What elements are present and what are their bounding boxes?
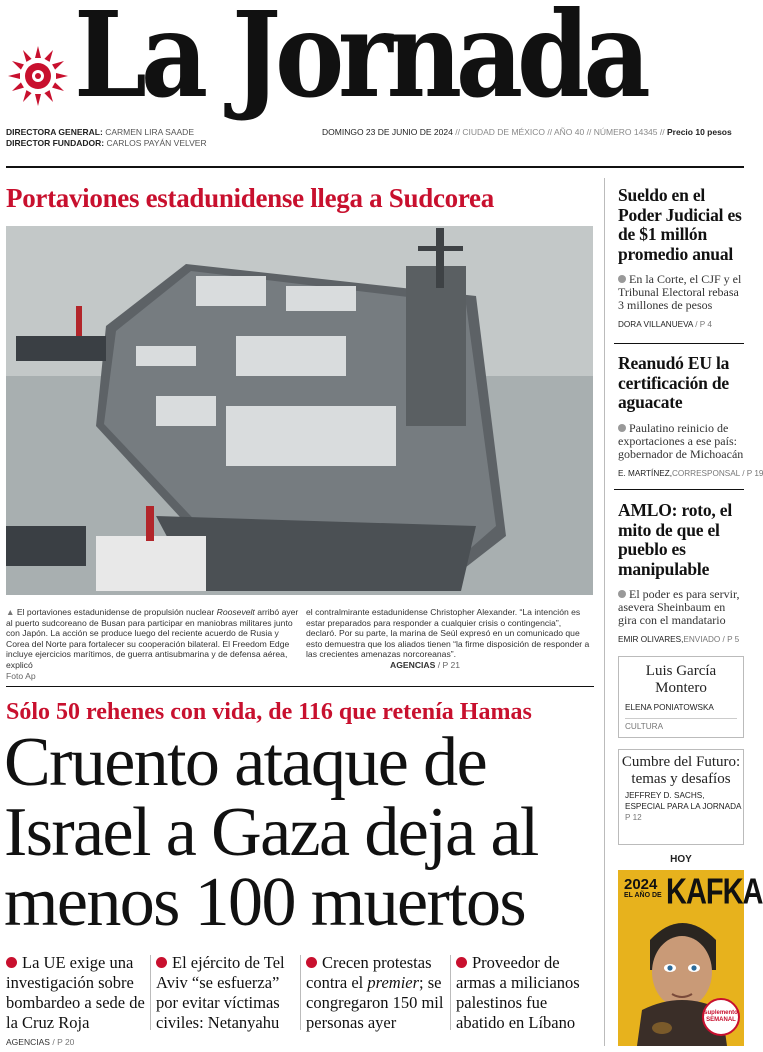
bullet-dot-icon: [618, 424, 626, 432]
editorial-credits: [6, 127, 207, 148]
supplement-badge: suplemento SEMANAL: [702, 998, 740, 1036]
byline: EMIR OLIVARES,ENVIADO / P 5: [618, 635, 740, 644]
triangle-icon: ▲: [6, 607, 15, 617]
masthead: [0, 0, 750, 148]
subhead-red-cross[interactable]: La UE exige una investigación sobre bombardeo a sede de la Cruz Roja: [6, 953, 145, 1032]
bullet-dot-icon: [456, 957, 467, 968]
subhead-divider: [450, 955, 451, 1030]
newspaper-title[interactable]: La Jornada: [74, 0, 645, 124]
main-page-ref[interactable]: P 20: [57, 1037, 75, 1047]
credit-line: DIRECTOR FUNDADOR: CARLOS PAYÁN VELVER: [6, 137, 207, 148]
aircraft-carrier-photo[interactable]: [6, 226, 593, 595]
masthead-divider: [6, 166, 744, 168]
issue-year: AÑO 40: [554, 127, 585, 137]
main-agency: AGENCIAS / P 20: [6, 1037, 75, 1047]
photo-credit: Foto Ap: [6, 670, 36, 681]
issue-price: Precio 10 pesos: [667, 127, 732, 137]
bullet-dot-icon: [618, 590, 626, 598]
photo-caption-right: el contralmirante estadunidense Christopher Alexander. “La intención es estar preparados para responder a cualquier crisis o contingencia”, declaró. Por su parte, la marina de Seúl expresó en un comunicado que esto demuestra que los aliados tienen “la firme disposición de responder a las crecientes amenazas norcoreanas”. AGENCIAS / P 21: [306, 607, 590, 670]
opinion-box-poniatowska[interactable]: Luis García Montero ELENA PONIATOWSKA CULTURA: [618, 656, 744, 738]
bullet-dot-icon: [618, 275, 626, 283]
sun-logo-icon: [6, 44, 70, 108]
today-label: HOY: [670, 854, 692, 865]
subhead-netanyahu[interactable]: El ejército de Tel Aviv “se esfuerza” por evitar víctimas civiles: Netanyahu: [156, 953, 285, 1032]
right-divider: [614, 343, 744, 344]
bullet-dot-icon: [306, 957, 317, 968]
issue-number: NÚMERO 14345: [593, 127, 658, 137]
opinion-box-sachs[interactable]: Cumbre del Futuro: temas y desafíos JEFFREY D. SACHS, ESPECIAL PARA LA JORNADA P 12: [618, 749, 744, 845]
issue-city: CIUDAD DE MÉXICO: [462, 127, 545, 137]
bullet-dot-icon: [6, 957, 17, 968]
lead-kicker[interactable]: Portaviones estadunidense llega a Sudcorea: [6, 183, 494, 213]
main-kicker[interactable]: Sólo 50 rehenes con vida, de 116 que retenía Hamas: [6, 699, 532, 725]
right-divider: [614, 489, 744, 490]
lead-agency: AGENCIAS: [390, 659, 436, 670]
right-story-avocado[interactable]: Reanudó EU la certificación de aguacate Paulatino reinicio de exportaciones a ese país: gobernador de Michoacán E. MARTÍNEZ,CORRESPONSAL / P 19: [618, 353, 763, 478]
subhead-lebanon[interactable]: Proveedor de armas a milicianos palestinos fue abatido en Líbano: [456, 953, 580, 1032]
subhead-divider: [150, 955, 151, 1030]
column-divider: [604, 178, 605, 1046]
section-divider: [6, 686, 594, 687]
issue-info: DOMINGO 23 DE JUNIO DE 2024 // CIUDAD DE MÉXICO // AÑO 40 // NÚMERO 14345 // Precio 10 pesos: [322, 127, 732, 137]
kafka-supplement-cover[interactable]: 2024 EL AÑO DE KAFKA suplemento SEMANAL: [618, 870, 744, 1046]
issue-date: DOMINGO 23 DE JUNIO DE 2024: [322, 127, 453, 137]
subhead-divider: [300, 955, 301, 1030]
subhead-protests[interactable]: Crecen protestas contra el premier; se congregaron 150 mil personas ayer: [306, 953, 444, 1032]
lead-page-ref[interactable]: P 21: [442, 659, 461, 670]
credit-line: DIRECTORA GENERAL: CARMEN LIRA SAADE: [6, 127, 194, 137]
main-headline[interactable]: Cruento ataque de Israel a Gaza deja al menos 100 muertos: [4, 724, 538, 941]
byline: E. MARTÍNEZ,CORRESPONSAL / P 19: [618, 468, 763, 478]
byline: DORA VILLANUEVA / P 4: [618, 320, 712, 329]
right-story-judicial[interactable]: Sueldo en el Poder Judicial es de $1 millón promedio anual En la Corte, el CJF y el Tribunal Electoral rebasa 3 millones de pesos DORA VILLANUEVA / P 4: [618, 186, 744, 329]
photo-caption-left: ▲ El portaviones estadunidense de propulsión nuclear Roosevelt arribó ayer al puerto sudcoreano de Busan para participar en maniobras militares junto con Japón. La acción se produce luego del reciente acuerdo de Rusia y Corea del Norte para fortalecer su cooperación bilateral. El Freedom Edge incluye ejercicios marítimos, de guerra antisubmarina y de defensa aérea, explicó Foto Ap: [6, 607, 299, 681]
bullet-dot-icon: [156, 957, 167, 968]
right-story-amlo[interactable]: AMLO: roto, el mito de que el pueblo es manipulable El poder es para servir, asevera Sheinbaum en gira con el mandatario EMIR OLIVARES,ENVIADO / P 5: [618, 501, 744, 644]
